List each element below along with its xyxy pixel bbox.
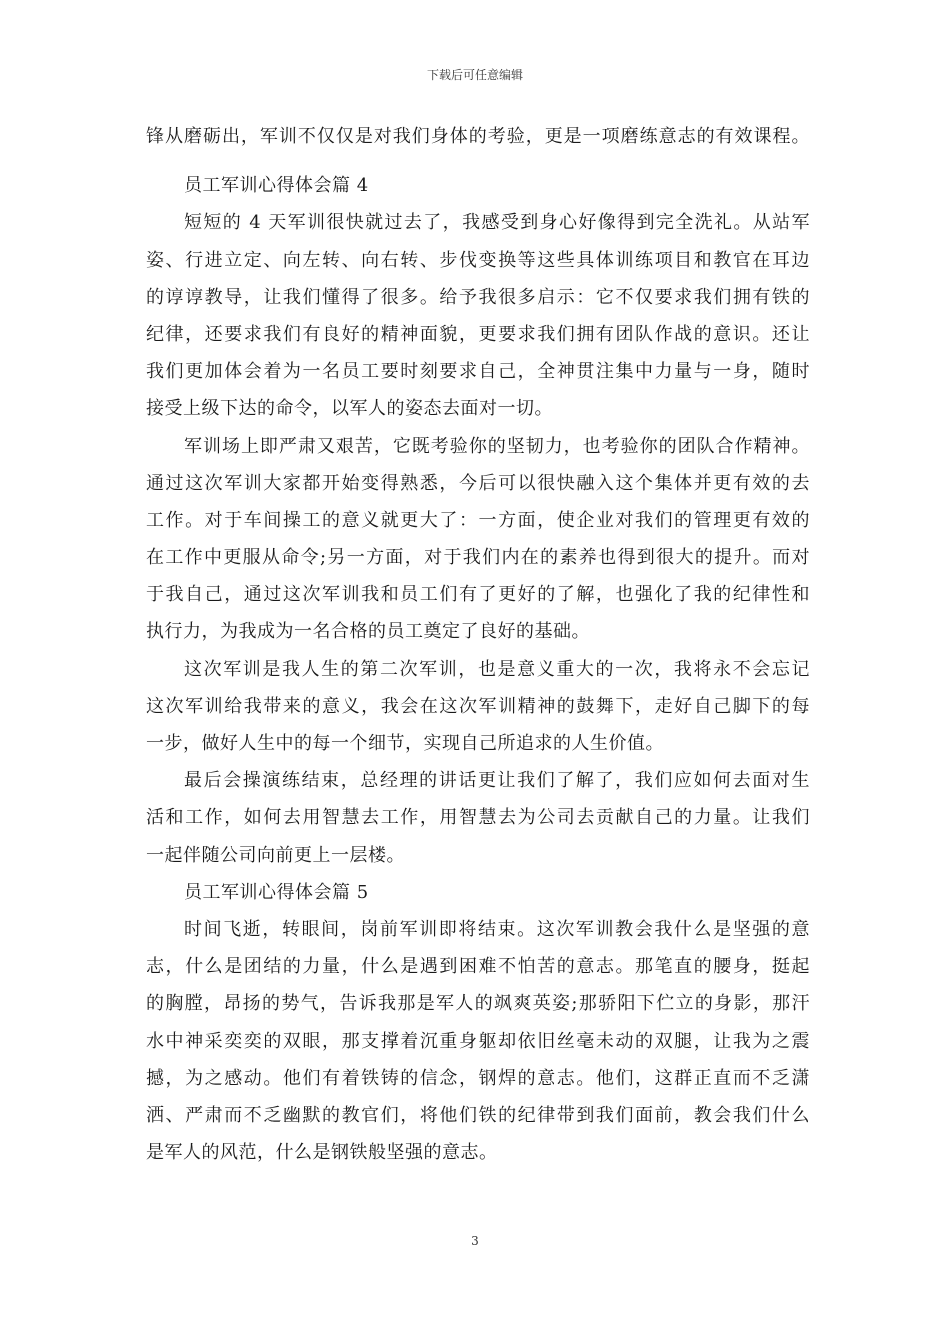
- paragraph-line: 撼，为之感动。他们有着铁铸的信念，钢焊的意志。他们，这群正直而不乏潇: [146, 1067, 810, 1089]
- paragraph-line: 这次军训给我带来的意义，我会在这次军训精神的鼓舞下，走好自己脚下的每: [146, 695, 810, 717]
- section-gap: [146, 155, 810, 167]
- paragraph-line: 是军人的风范，什么是钢铁般坚强的意志。: [146, 1142, 498, 1164]
- paragraph-line: 的胸膛，昂扬的势气，告诉我那是军人的飒爽英姿;那骄阳下伫立的身影，那汗: [146, 993, 810, 1015]
- section-heading-5: 员工军训心得体会篇 5: [184, 881, 369, 903]
- paragraph-line: 通过这次军训大家都开始变得熟悉，今后可以很快融入这个集体并更有效的去: [146, 472, 810, 494]
- paragraph-line: 志，什么是团结的力量，什么是遇到困难不怕苦的意志。那笔直的腰身，挺起: [146, 956, 810, 978]
- paragraph-line: 一步，做好人生中的每一个细节，实现自己所追求的人生价值。: [146, 733, 664, 754]
- paragraph-line: 姿、行进立定、向左转、向右转、步伐变换等这些具体训练项目和教官在耳边: [146, 249, 810, 271]
- paragraph-line: 的谆谆教导，让我们懂得了很多。给予我很多启示：它不仅要求我们拥有铁的: [146, 286, 810, 308]
- paragraph-line: 时间飞逝，转眼间，岗前军训即将结束。这次军训教会我什么是坚强的意: [184, 918, 810, 940]
- paragraph-line: 最后会操演练结束，总经理的讲话更让我们了解了，我们应如何去面对生: [184, 770, 810, 792]
- document-body: [146, 118, 810, 1171]
- paragraph-line: 锋从磨砺出，军训不仅仅是对我们身体的考验，更是一项磨练意志的有效课程。: [146, 126, 810, 147]
- paragraph-line: 水中神采奕奕的双眼，那支撑着沉重身躯却依旧丝毫未动的双腿，让我为之震: [146, 1030, 810, 1052]
- paragraph-line: 接受上级下达的命令，以军人的姿态去面对一切。: [146, 398, 553, 420]
- paragraph-line: 在工作中更服从命令;另一方面，对于我们内在的素养也得到很大的提升。而对: [146, 547, 810, 569]
- paragraph-line: 短短的 4 天军训很快就过去了，我感受到身心好像得到完全洗礼。从站军: [184, 212, 810, 234]
- paragraph-line: 一起伴随公司向前更上一层楼。: [146, 844, 405, 866]
- paragraph-line: 洒、严肃而不乏幽默的教官们，将他们铁的纪律带到我们面前，教会我们什么: [146, 1104, 810, 1126]
- paragraph-line: 活和工作，如何去用智慧去工作，用智慧去为公司去贡献自己的力量。让我们: [146, 807, 810, 829]
- page-number: 3: [471, 1234, 479, 1248]
- paragraph-line: 工作。对于车间操工的意义就更大了：一方面，使企业对我们的管理更有效的: [146, 509, 810, 531]
- paragraph-line: 纪律，还要求我们有良好的精神面貌，更要求我们拥有团队作战的意识。还让: [146, 323, 810, 345]
- paragraph-line: 这次军训是我人生的第二次军训，也是意义重大的一次，我将永不会忘记: [184, 658, 810, 680]
- paragraph-line: 军训场上即严肃又艰苦，它既考验你的坚韧力，也考验你的团队合作精神。: [184, 435, 810, 457]
- paragraph-line: 执行力，为我成为一名合格的员工奠定了良好的基础。: [146, 621, 590, 643]
- paragraph-line: 我们更加体会着为一名员工要时刻要求自己，全神贯注集中力量与一身，随时: [146, 361, 810, 383]
- section-heading-4: 员工军训心得体会篇 4: [184, 175, 369, 197]
- page-header: 下载后可任意编辑: [426, 68, 523, 82]
- paragraph-line: 于我自己，通过这次军训我和员工们有了更好的了解，也强化了我的纪律性和: [146, 584, 810, 606]
